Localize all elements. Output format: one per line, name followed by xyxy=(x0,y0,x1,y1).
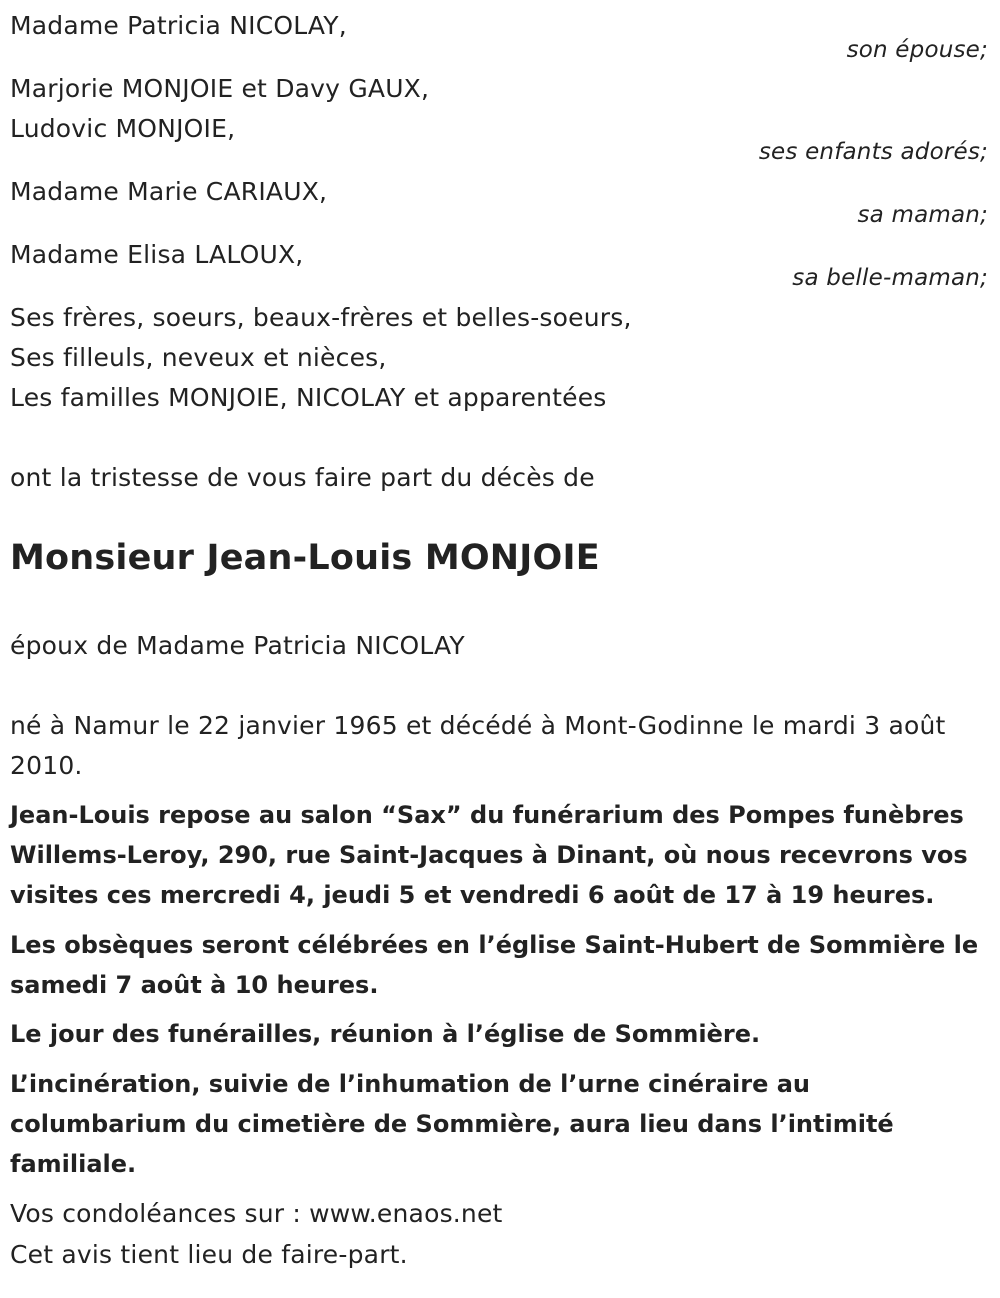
notice-text: Cet avis tient lieu de faire-part. xyxy=(10,1240,408,1269)
deceased-name: Monsieur Jean-Louis MONJOIE xyxy=(10,538,600,578)
visitation-text: Jean-Louis repose au salon “Sax” du funérarium des Pompes funèbres Willems-Leroy, 290, rue Saint-Jacques à Dinant, où nous recevrons vos visites ces mercredi 4, jeudi 5 et vendredi 6 août de 17 à 19 heures. xyxy=(10,801,968,909)
meeting-text: Le jour des funérailles, réunion à l’église de Sommière. xyxy=(10,1020,761,1048)
condolences-text: Vos condoléances sur : www.enaos.net xyxy=(10,1199,503,1228)
spouse-of-text: époux de Madame Patricia NICOLAY xyxy=(10,631,465,660)
mother-in-law-relation: sa belle-maman; xyxy=(792,265,988,291)
birth-death-text: né à Namur le 22 janvier 1965 et décédé à Mont-Godinne le mardi 3 août 2010. xyxy=(10,711,946,780)
spouse-name: Madame Patricia NICOLAY, xyxy=(10,11,347,40)
funeral-text: Les obsèques seront célébrées en l’église Saint-Hubert de Sommière le samedi 7 août à 10 heures. xyxy=(10,931,979,999)
godchildren-line: Ses filleuls, neveux et nièces, xyxy=(10,343,387,372)
children-relation: ses enfants adorés; xyxy=(758,139,988,165)
mother-name: Madame Marie CARIAUX, xyxy=(10,177,328,206)
spouse-relation: son épouse; xyxy=(846,37,988,63)
mother-relation: sa maman; xyxy=(857,202,988,228)
families-line: Les familles MONJOIE, NICOLAY et apparentées xyxy=(10,383,607,412)
mother-in-law-name: Madame Elisa LALOUX, xyxy=(10,240,304,269)
child-name-2: Ludovic MONJOIE, xyxy=(10,114,236,143)
child-name-1: Marjorie MONJOIE et Davy GAUX, xyxy=(10,74,430,103)
siblings-line: Ses frères, soeurs, beaux-frères et belles-soeurs, xyxy=(10,303,632,332)
cremation-text: L’incinération, suivie de l’inhumation de l’urne cinéraire au columbarium du cimetière de Sommière, aura lieu dans l’intimité familiale. xyxy=(10,1070,894,1178)
announcement-text: ont la tristesse de vous faire part du décès de xyxy=(10,463,595,492)
